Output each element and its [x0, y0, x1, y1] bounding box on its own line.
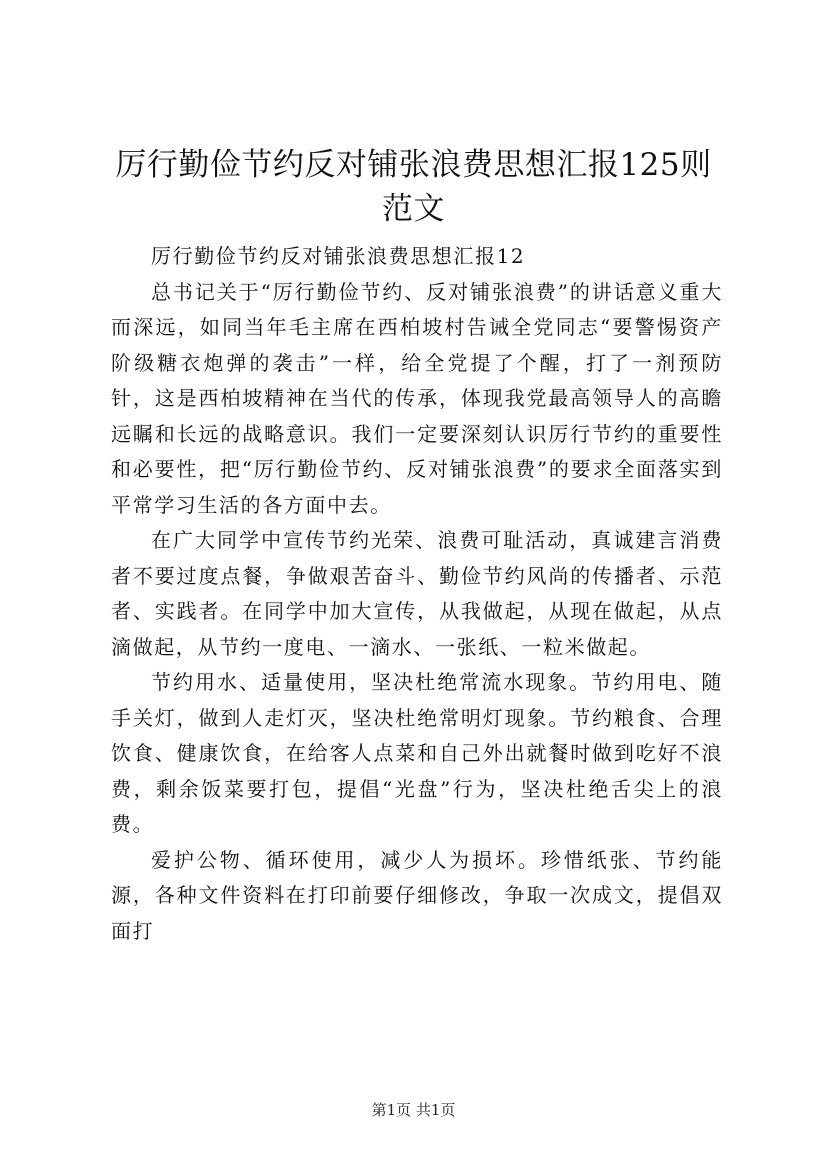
paragraph-2: 在广大同学中宣传节约光荣、浪费可耻活动，真诚建言消费者不要过度点餐，争做艰苦奋斗、勤俭节约风尚的传播者、示范者、实践者。在同学中加大宣传，从我做起，从现在做起，从点滴做起，从节约一度电、一滴水、一张纸、一粒米做起。	[111, 528, 723, 659]
paragraph-3: 节约用水、适量使用，坚决杜绝常流水现象。节约用电、随手关灯，做到人走灯灭，坚决杜绝常明灯现象。节约粮食、合理饮食、健康饮食，在给客人点菜和自己外出就餐时做到吃好不浪费，剩余饭菜要打包，提倡“光盘”行为，坚决杜绝舌尖上的浪费。	[111, 670, 723, 836]
paragraph-4: 爱护公物、循环使用，减少人为损坏。珍惜纸张、节约能源，各种文件资料在打印前要仔细修改，争取一次成文，提倡双面打	[111, 847, 723, 943]
document-body	[111, 239, 723, 949]
paragraph-subtitle: 厉行勤俭节约反对铺张浪费思想汇报12	[151, 244, 526, 268]
document-title: 厉行勤俭节约反对铺张浪费思想汇报125则范文	[115, 147, 712, 227]
paragraph-1: 总书记关于“厉行勤俭节约、反对铺张浪费”的讲话意义重大而深远，如同当年毛主席在西柏坡村告诫全党同志“要警惕资产阶级糖衣炮弹的袭击”一样，给全党提了个醒，打了一剂预防针，这是西柏坡精神在当代的传承，体现我党最高领导人的高瞻远瞩和长远的战略意识。我们一定要深刻认识厉行节约的重要性和必要性，把“厉行勤俭节约、反对铺张浪费”的要求全面落实到平常学习生活的各方面中去。	[111, 279, 723, 517]
page-footer: 第1页 共1页	[371, 1101, 456, 1119]
